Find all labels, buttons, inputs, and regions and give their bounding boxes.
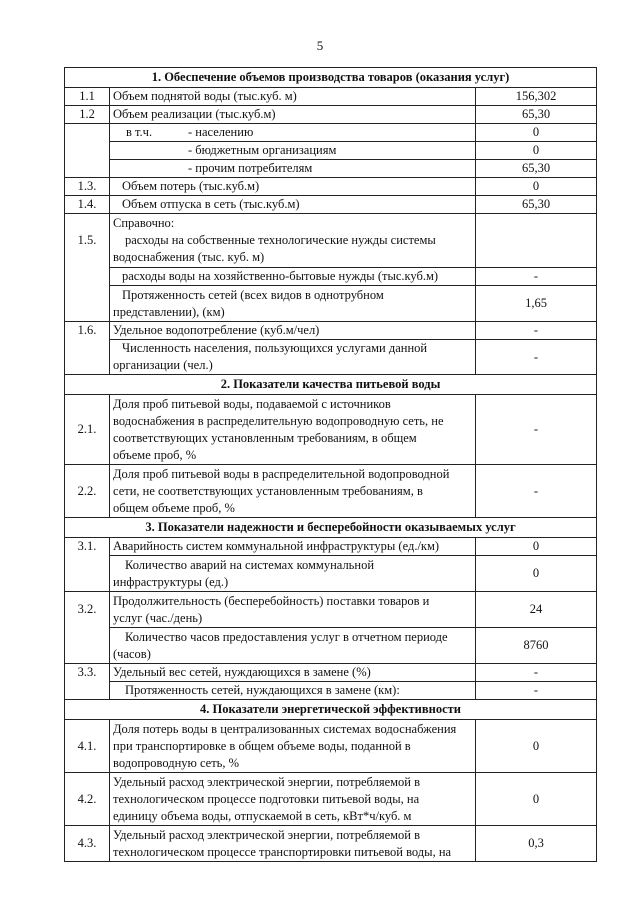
row-description bbox=[110, 826, 476, 862]
row-number bbox=[65, 286, 110, 322]
row-number bbox=[65, 124, 110, 142]
row-number bbox=[65, 142, 110, 160]
row-value: 1,65 bbox=[476, 286, 597, 322]
row-value: 0 bbox=[476, 124, 597, 142]
row-text-line: соответствующих установленным требованиям, в общем bbox=[113, 430, 417, 445]
row-value: - bbox=[476, 682, 597, 700]
section-title: 3. Показатели надежности и бесперебойности оказываемых услуг bbox=[65, 518, 597, 538]
row-value: - bbox=[476, 340, 597, 375]
row-value: 24 bbox=[476, 592, 597, 628]
row-value: 0 bbox=[476, 142, 597, 160]
table-row bbox=[65, 196, 597, 214]
row-text-line: Удельный расход электрической энергии, потребляемой в bbox=[113, 827, 421, 842]
table-row bbox=[65, 664, 597, 682]
row-description: Объем отпуска в сеть (тыс.куб.м) bbox=[110, 196, 476, 214]
row-number: 3.3. bbox=[65, 664, 110, 682]
table-row bbox=[65, 214, 597, 268]
table-row bbox=[65, 720, 597, 773]
row-text-line: Продолжительность (бесперебойность) поставки товаров и bbox=[113, 593, 430, 608]
row-description bbox=[110, 682, 476, 700]
row-number: 1.1 bbox=[65, 88, 110, 106]
row-text-line: Удельный вес сетей, нуждающихся в замене (%) bbox=[113, 665, 371, 679]
row-description bbox=[110, 628, 476, 664]
section-header-row bbox=[65, 518, 597, 538]
row-value: - bbox=[476, 664, 597, 682]
row-number: 1.4. bbox=[65, 196, 110, 214]
table-row bbox=[65, 340, 597, 375]
row-description bbox=[110, 538, 476, 556]
table-row bbox=[65, 592, 597, 628]
row-text-line: Справочно: bbox=[113, 216, 175, 230]
table-row bbox=[65, 826, 597, 862]
row-value: 65,30 bbox=[476, 106, 597, 124]
row-text-line: технологическом процессе подготовки питьевой воды, на bbox=[113, 791, 420, 806]
row-description: Объем потерь (тыс.куб.м) bbox=[110, 178, 476, 196]
row-description bbox=[110, 592, 476, 628]
row-subitem: - населению bbox=[188, 125, 254, 139]
row-value: 0 bbox=[476, 556, 597, 592]
table-row bbox=[65, 178, 597, 196]
row-value: - bbox=[476, 322, 597, 340]
row-description bbox=[110, 773, 476, 826]
row-text-line: Аварийность систем коммунальной инфраструктуры (ед./км) bbox=[113, 539, 440, 553]
row-text-line: водопроводную сеть, % bbox=[113, 755, 240, 770]
row-number: 3.1. bbox=[65, 538, 110, 556]
row-number: 1.6. bbox=[65, 322, 110, 340]
row-value: - bbox=[476, 465, 597, 518]
row-text-line: Протяженность сетей, нуждающихся в замене (км): bbox=[125, 683, 400, 697]
row-value: 0 bbox=[476, 720, 597, 773]
table-row bbox=[65, 88, 597, 106]
row-value: - bbox=[476, 395, 597, 465]
row-value: 0 bbox=[476, 773, 597, 826]
table-row bbox=[65, 106, 597, 124]
indicators-table bbox=[64, 67, 597, 862]
row-description bbox=[110, 720, 476, 773]
row-description: - прочим потребителям bbox=[110, 160, 476, 178]
section-title: 2. Показатели качества питьевой воды bbox=[65, 375, 597, 395]
table-row bbox=[65, 538, 597, 556]
table-row bbox=[65, 773, 597, 826]
section-header-row bbox=[65, 375, 597, 395]
row-description bbox=[110, 556, 476, 592]
row-number bbox=[65, 628, 110, 664]
row-number: 4.2. bbox=[65, 773, 110, 826]
row-description: - бюджетным организациям bbox=[110, 142, 476, 160]
table-row bbox=[65, 268, 597, 286]
table-row bbox=[65, 160, 597, 178]
row-text-line: (часов) bbox=[113, 646, 151, 661]
row-value: 156,302 bbox=[476, 88, 597, 106]
table-row bbox=[65, 465, 597, 518]
row-text-line: Доля потерь воды в централизованных системах водоснабжения bbox=[113, 721, 457, 736]
row-value: 0 bbox=[476, 538, 597, 556]
table-row bbox=[65, 682, 597, 700]
section-title: 4. Показатели энергетической эффективности bbox=[65, 700, 597, 720]
row-value: 8760 bbox=[476, 628, 597, 664]
row-number: 1.3. bbox=[65, 178, 110, 196]
row-description bbox=[110, 340, 476, 375]
row-description bbox=[110, 465, 476, 518]
row-text-line: расходы на собственные технологические нужды системы bbox=[125, 233, 436, 247]
row-text-line: Количество аварий на системах коммунальной bbox=[125, 557, 375, 572]
table-row bbox=[65, 124, 597, 142]
table-row bbox=[65, 556, 597, 592]
row-description: Объем поднятой воды (тыс.куб. м) bbox=[110, 88, 476, 106]
table-row bbox=[65, 395, 597, 465]
row-text-line: Протяженность сетей (всех видов в однотрубном bbox=[122, 287, 384, 302]
row-text-line: Доля проб питьевой воды в распределительной водопроводной bbox=[113, 466, 450, 481]
row-number: 4.1. bbox=[65, 720, 110, 773]
row-number: 1.5. bbox=[65, 214, 110, 268]
section-header-row bbox=[65, 700, 597, 720]
table-row bbox=[65, 322, 597, 340]
row-number: 4.3. bbox=[65, 826, 110, 862]
row-text-line: Доля проб питьевой воды, подаваемой с источников bbox=[113, 396, 391, 411]
row-number bbox=[65, 160, 110, 178]
row-description bbox=[110, 286, 476, 322]
row-value: 65,30 bbox=[476, 196, 597, 214]
row-value: 0,3 bbox=[476, 826, 597, 862]
row-text-line: водоснабжения (тыс. куб. м) bbox=[113, 250, 265, 264]
row-description: Объем реализации (тыс.куб.м) bbox=[110, 106, 476, 124]
row-description bbox=[110, 124, 476, 142]
row-number: 1.2 bbox=[65, 106, 110, 124]
row-text-line: общем объеме проб, % bbox=[113, 500, 235, 515]
row-number: 2.2. bbox=[65, 465, 110, 518]
row-number bbox=[65, 556, 110, 592]
section-title: 1. Обеспечение объемов производства товаров (оказания услуг) bbox=[65, 68, 597, 88]
page-number: 5 bbox=[316, 38, 324, 53]
row-text-line: объеме проб, % bbox=[113, 447, 197, 462]
row-number: 2.1. bbox=[65, 395, 110, 465]
row-description: расходы воды на хозяйственно-бытовые нужды (тыс.куб.м) bbox=[110, 268, 476, 286]
row-description bbox=[110, 664, 476, 682]
row-text-line: водоснабжения в распределительную водопроводную сеть, не bbox=[113, 413, 444, 428]
row-number bbox=[65, 682, 110, 700]
row-number bbox=[65, 340, 110, 375]
row-text-line: Количество часов предоставления услуг в отчетном периоде bbox=[125, 629, 448, 644]
row-number bbox=[65, 268, 110, 286]
row-text-line: Удельный расход электрической энергии, потребляемой в bbox=[113, 774, 421, 789]
row-value: - bbox=[476, 268, 597, 286]
row-text-line: инфраструктуры (ед.) bbox=[113, 574, 229, 589]
row-text-line: представлении), (км) bbox=[113, 304, 225, 319]
section-header-row bbox=[65, 68, 597, 88]
row-text-line: организации (чел.) bbox=[113, 358, 213, 372]
row-number: 3.2. bbox=[65, 592, 110, 628]
row-text-line: Численность населения, пользующихся услугами данной bbox=[122, 341, 428, 355]
table-row bbox=[65, 286, 597, 322]
row-description bbox=[110, 395, 476, 465]
row-text-line: технологическом процессе транспортировки питьевой воды, на bbox=[113, 844, 452, 859]
row-prefix: в т.ч. bbox=[126, 125, 153, 139]
row-value bbox=[476, 214, 597, 268]
table-row bbox=[65, 142, 597, 160]
row-description: Удельное водопотребление (куб.м/чел) bbox=[110, 322, 476, 340]
table-row bbox=[65, 628, 597, 664]
row-description bbox=[110, 214, 476, 268]
row-text-line: сети, не соответствующих установленным требованиям, в bbox=[113, 483, 423, 498]
row-text-line: услуг (час./день) bbox=[113, 610, 203, 625]
row-text-line: единицу объема воды, отпускаемой в сеть, кВт*ч/куб. м bbox=[113, 808, 412, 823]
row-value: 0 bbox=[476, 178, 597, 196]
row-value: 65,30 bbox=[476, 160, 597, 178]
row-text-line: при транспортировке в общем объеме воды, поданной в bbox=[113, 738, 411, 753]
